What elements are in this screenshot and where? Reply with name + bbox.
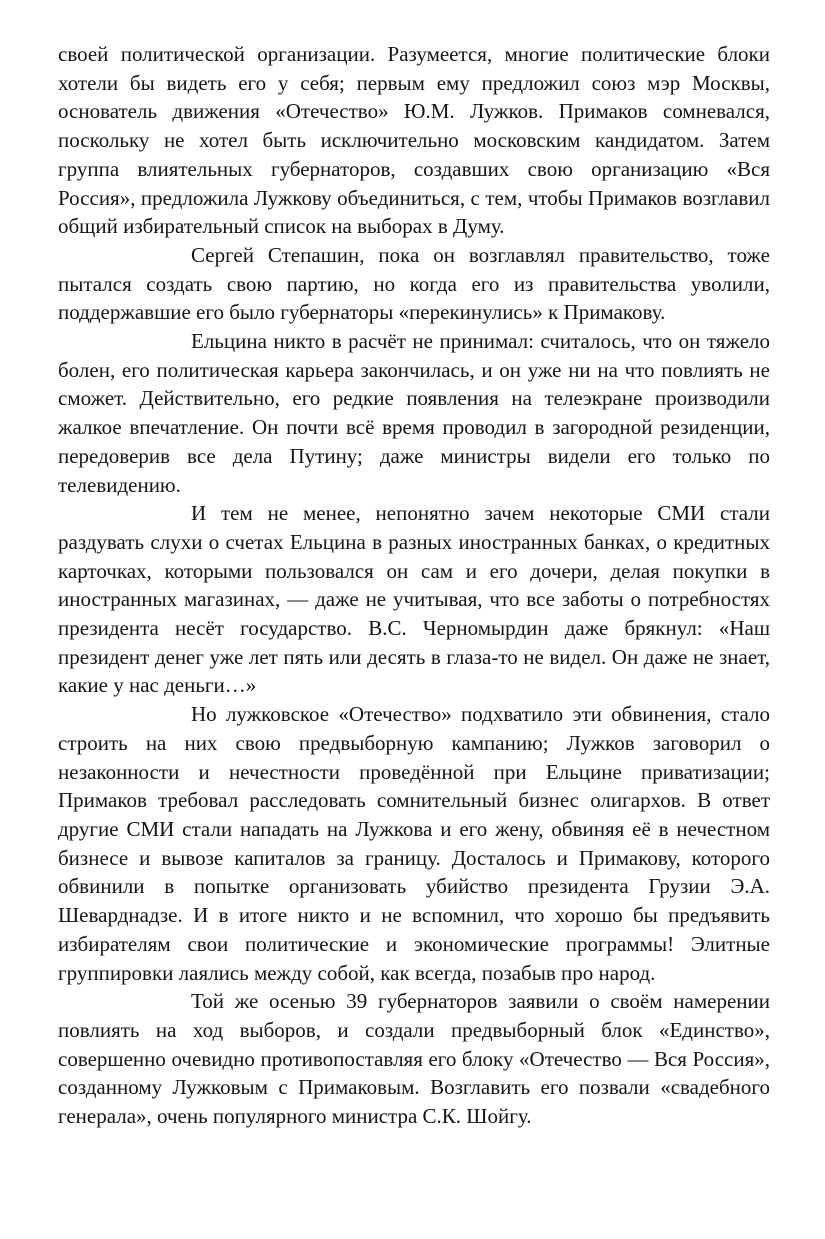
paragraph-4: И тем не менее, непонятно зачем некоторые СМИ стали раздувать слухи о счетах Ельцина в разных иностранных банках, о кредитных карточках, которыми пользовался он сам и его дочери, делая покупки в иностранных магазинах, — даже не учитывая, что все заботы о потребностях президента несёт государство. В.С. Черномырдин даже брякнул: «Наш президент денег уже лет пять или десять в глаза-то не видел. Он даже не знает, какие у нас деньги…» — [58, 501, 770, 698]
paragraph-2: Сергей Степашин, пока он возглавлял правительство, тоже пытался создать свою партию, но когда его из правительства уволили, поддержавшие его было губернаторы «перекинулись» к Примакову. — [58, 242, 770, 325]
paragraph-5: Но лужковское «Отечество» подхватило эти обвинения, стало строить на них свою предвыборную кампанию; Лужков заговорил о незаконности и нечестности проведённой при Ельцине приватизации; Примаков требовал расследовать сомнительный бизнес олигархов. В ответ другие СМИ стали нападать на Лужкова и его жену, обвиняя её в нечестном бизнесе и вывозе капиталов за границу. Досталось и Примакову, которого обвинили в попытке организовать убийство президента Грузии Э.А. Шеварднадзе. И в итоге никто и не вспомнил, что хорошо бы предъявить избирателям свои политические и экономические программы! Элитные группировки лаялись между собой, как всегда, позабыв про народ. — [58, 702, 770, 985]
paragraph-3: Ельцина никто в расчёт не принимал: считалось, что он тяжело болен, его политическая карьера закончилась, и он уже ни на что повлиять не сможет. Действительно, его редкие появления на телеэкране производили жалкое впечатление. Он почти всё время проводил в загородной резиденции, передоверив все дела Путину; даже министры видели его только по телевидению. — [58, 329, 770, 497]
document-page — [58, 40, 770, 1131]
paragraph-6: Той же осенью 39 губернаторов заявили о своём намерении повлиять на ход выборов, и создали предвыборный блок «Единство», совершенно очевидно противопоставляя его блоку «Отечество — Вся Россия», созданному Лужковым с Примаковым. Возглавить его позвали «свадебного генерала», очень популярного министра С.К. Шойгу. — [58, 989, 770, 1129]
paragraph-1: своей политической организации. Разумеется, многие политические блоки хотели бы видеть его у себя; первым ему предложил союз мэр Москвы, основатель движения «Отечество» Ю.М. Лужков. Примаков сомневался, поскольку не хотел быть исключительно московским кандидатом. Затем группа влиятельных губернаторов, создавших свою организацию «Вся Россия», предложила Лужкову объединиться, с тем, чтобы Примаков возглавил общий избирательный список на выборах в Думу. — [58, 42, 770, 239]
